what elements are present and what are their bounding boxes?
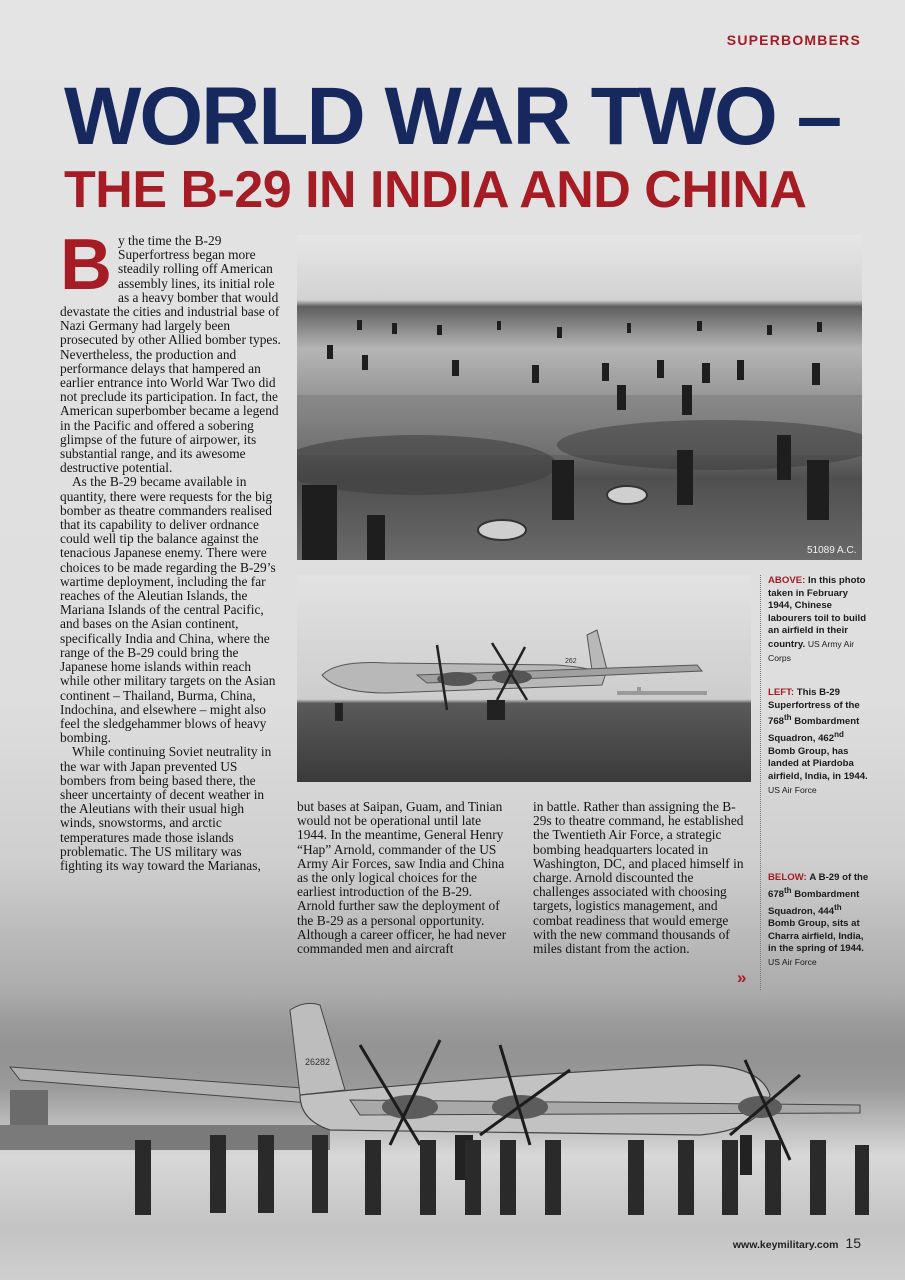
photo-chinese-labourers (297, 235, 862, 560)
continue-arrow-icon: » (737, 968, 747, 987)
drop-cap: B (60, 225, 112, 305)
photo-b29-piardoba (297, 575, 751, 782)
article-paragraph-4: but bases at Saipan, Guam, and Tinian would not be operational until late 1944. In the meantime, General Henry “Hap” Arnold, commander of the US Army Air Forces, saw India and China as the only logical choices for the earliest introduction of the B-29. Arnold further saw the deployment of the B-29 as a personal opportunity. Although a career officer, he had never commanded men and aircraft (297, 799, 507, 957)
headline-line-2: THE B-29 IN INDIA AND CHINA (64, 161, 807, 219)
footer-url: www.keymilitary.com (732, 1239, 839, 1251)
page-footer (733, 1235, 861, 1251)
article-column-3 (533, 800, 751, 956)
caption-credit: US Air Force (768, 956, 817, 967)
caption-left: LEFT: This B-29 Superfortress of the 768th Bombardment Squadron, 462nd Bomb Group, has landed at Piardoba airfield, India, in 1944. US Air Force (768, 687, 868, 795)
tail-number: 26282 (305, 1057, 331, 1067)
caption-credit: US Army Air Corps (768, 638, 855, 663)
article-paragraph-5: in battle. Rather than assigning the B-29s to theatre command, he established the Twentieth Air Force, a strategic bombing headquarters located in Washington, DC, and placed himself in charge. Arnold discounted the challenges associated with choosing targets, logistics management, and combat readiness that would emerge with the new command thousands of miles distant from the action. (533, 799, 744, 957)
photo-stamp: 51089 A.C. (807, 545, 857, 556)
article-column-2 (297, 800, 511, 956)
article-paragraph-1: y the time the B-29 Superfortress began more steadily rolling off American assembly lines, its initial role as a heavy bomber that would devastate the cities and industrial base of Nazi Germany had largely been prosecuted by other Allied bomber types. Nevertheless, the production and performance delays that hampered an earlier entrance into World War Two did not preclude its participation. In fact, the American superbomber became a legend in the Pacific and offered a sobering glimpse of the future of airpower, its substantial range, and its awesome destructive potential. (60, 233, 281, 476)
photo-b29-charra (0, 995, 905, 1225)
caption-below: BELOW: A B-29 of the 678th Bombardment Squadron, 444th Bomb Group, sits at Charra airfield, India, in the spring of 1944. US Air Force (768, 872, 869, 967)
headline-line-1: WORLD WAR TWO – (64, 71, 841, 162)
caption-above: ABOVE: In this photo taken in February 1944, Chinese labourers toil to build an airfield in their country. US Army Air Corps (768, 575, 867, 663)
section-label: SUPERBOMBERS (726, 32, 861, 48)
tail-number: 262 (565, 658, 577, 665)
caption-credit: US Air Force (768, 784, 817, 795)
caption-column (760, 575, 875, 990)
article-paragraph-3: While continuing Soviet neutrality in the war with Japan prevented US bombers from being based there, the sheer uncertainty of decent weather in the Aleutians with their usual high winds, snowstorms, and arctic temperatures made those islands problematic. The US military was fighting its way toward the Marianas, (60, 744, 272, 873)
page-number: 15 (845, 1235, 861, 1251)
article-column-1 (60, 225, 282, 873)
article-paragraph-2: As the B-29 became available in quantity, there were requests for the big bomber as theatre commanders realised that its capability to deliver ordnance could well tip the balance against the tenacious Japanese enemy. There were choices to be made regarding the B-29’s wartime deployment, including the far reaches of the Aleutian Islands, the Mariana Islands of the central Pacific, and bases on the Asian continent, specifically India and China, where the range of the B-29 could bring the Japanese home islands within reach while other military targets on the Asian continent – Thailand, Burma, China, Indochina, and elsewhere – might also feel the sledgehammer blows of heavy bombing. (60, 474, 276, 746)
